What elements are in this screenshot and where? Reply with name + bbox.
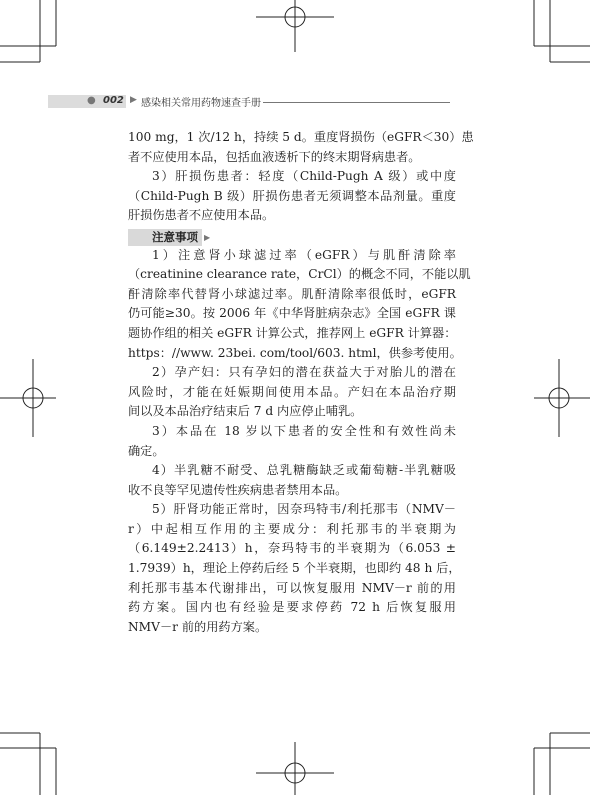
text-line: 题协作组的相关 eGFR 计算公式，推荐网上 eGFR 计算器： <box>128 325 457 340</box>
section-heading: 注意事项 <box>128 229 202 246</box>
text-line: 1.7939）h，理论上停药后经 5 个半衰期，也即约 48 h 后， <box>128 561 461 576</box>
registration-target-bottom <box>256 742 334 795</box>
text-line: 利托那韦基本代谢排出，可以恢复服用 NMV－r 前的用 <box>128 580 456 595</box>
page-number: 002 <box>103 95 124 106</box>
page-body <box>128 128 474 637</box>
crop-mark-bottom-right <box>534 733 590 795</box>
text-line: 3）本品在 18 岁以下患者的安全性和有效性尚未 <box>152 423 456 438</box>
text-line: 3）肝损伤患者：轻度（Child-Pugh A 级）或中度 <box>152 169 456 184</box>
text-line: 肝损伤患者不应使用本品。 <box>128 208 275 223</box>
text-line: 间以及本品治疗结束后 7 d 内应停止哺乳。 <box>128 404 363 419</box>
text-line: 酐清除率代替肾小球滤过率。肌酐清除率很低时，eGFR <box>128 286 456 301</box>
text-line: 4）半乳糖不耐受、总乳糖酶缺乏或葡萄糖-半乳糖吸 <box>152 463 456 478</box>
text-line: NMV－r 前的用药方案。 <box>128 619 268 634</box>
text-line: 药方案。国内也有经验是要求停药 72 h 后恢复服用 <box>128 600 456 615</box>
text-line: 5）肝肾功能正常时，因奈玛特韦/利托那韦（NMV－ <box>152 502 456 517</box>
text-line: 风险时，才能在妊娠期间使用本品。产妇在本品治疗期 <box>128 384 456 399</box>
crop-mark-top-right <box>534 0 590 62</box>
text-line: 确定。 <box>128 443 165 458</box>
triangle-right-icon: ▶ <box>204 232 211 242</box>
text-line: （Child-Pugh B 级）肝损伤患者无须调整本品剂量。重度 <box>128 188 456 203</box>
text-line: （creatinine clearance rate，CrCl）的概念不同，不能以肌 <box>128 267 471 282</box>
text-line: 2）孕产妇：只有孕妇的潜在获益大于对胎儿的潜在 <box>152 365 456 380</box>
header-rule <box>263 102 450 103</box>
section-heading-row <box>128 226 456 246</box>
text-line: 者不应使用本品，包括血液透析下的终末期肾病患者。 <box>128 149 421 164</box>
text-line: r）中起相互作用的主要成分：利托那韦的半衰期为 <box>128 521 456 536</box>
registration-target-right <box>534 359 590 437</box>
crop-mark-bottom-left <box>0 733 56 795</box>
book-title: 感染相关常用药物速查手册 <box>141 98 261 109</box>
text-line: 100 mg，1 次/12 h，持续 5 d。重度肾损伤（eGFR＜30）患 <box>128 130 474 144</box>
registration-target-left <box>0 359 56 437</box>
text-line: 收不良等罕见遗传性疾病患者禁用本品。 <box>128 482 348 497</box>
bullet-icon: ● <box>87 95 96 106</box>
text-line: 1）注意肾小球滤过率（eGFR）与肌酐清除率 <box>152 247 456 262</box>
text-line: （6.149±2.2413）h，奈玛特韦的半衰期为（6.053 ± <box>128 541 456 556</box>
text-line: 仍可能≥30。按 2006 年《中华肾脏病杂志》全国 eGFR 课 <box>128 306 456 321</box>
running-header <box>48 94 450 110</box>
crop-mark-top-left <box>0 0 56 62</box>
triangle-right-icon: ▶ <box>130 95 137 105</box>
registration-target-top <box>256 0 334 52</box>
text-line: https：//www. 23bei. com/tool/603. html，供参考使用。 <box>128 345 462 360</box>
